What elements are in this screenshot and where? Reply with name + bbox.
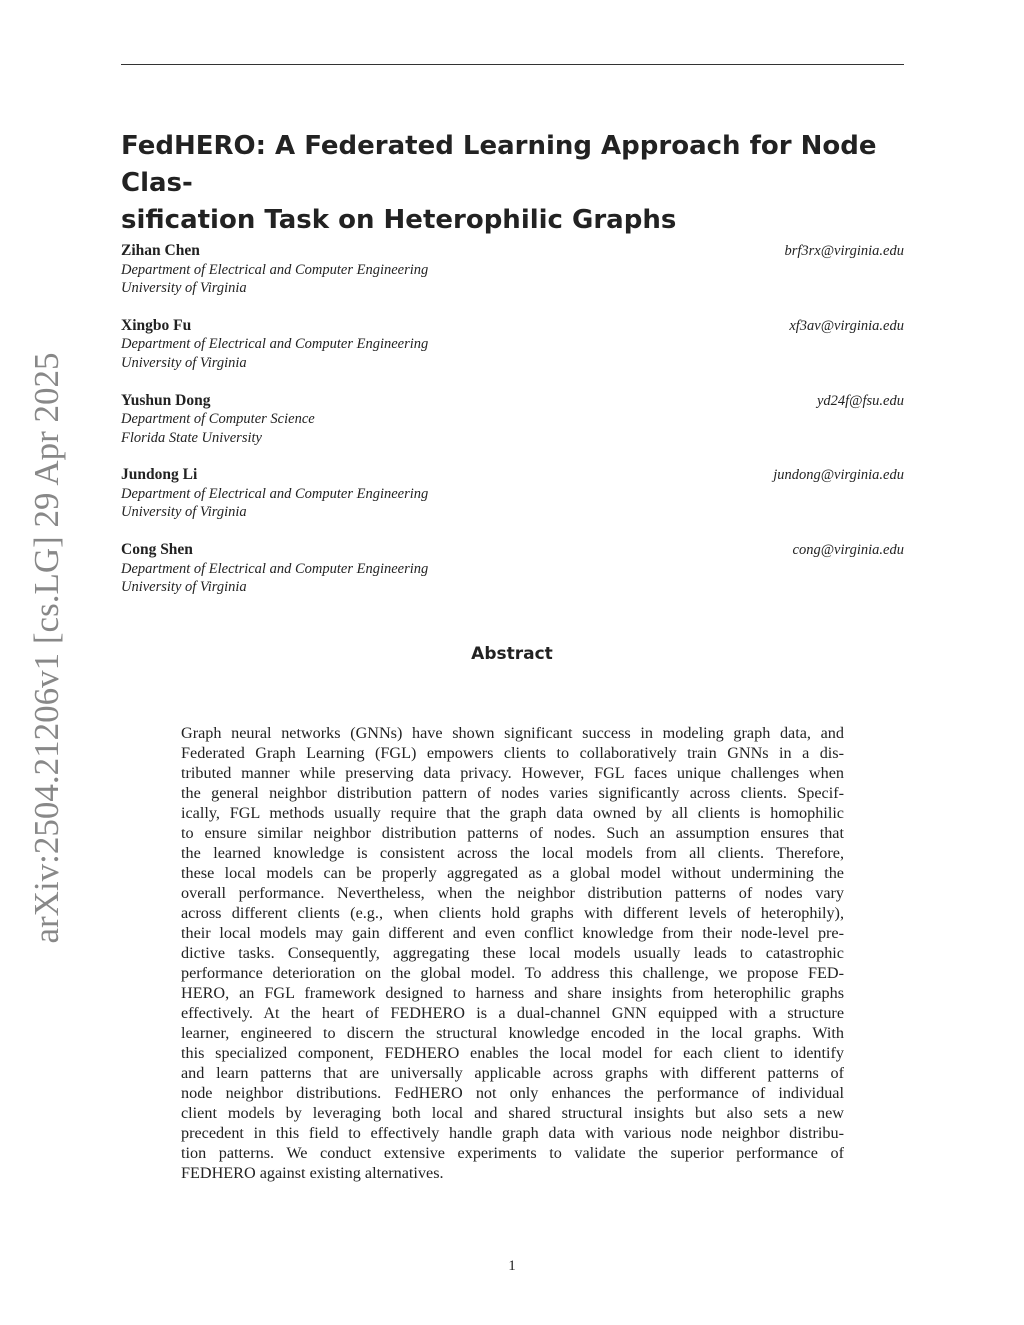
paper-title: [121, 128, 911, 239]
arxiv-stamp: arXiv:2504.21206v1 [cs.LG] 29 Apr 2025: [27, 352, 66, 944]
author-name: Yushun Dong: [121, 391, 211, 409]
author-email: xf3av@virginia.edu: [789, 317, 904, 334]
page-number: 1: [508, 1258, 516, 1274]
abstract-line: across different clients (e.g., when clients hold graphs with different levels of heterophily),: [181, 904, 844, 922]
abstract-line: their local models may gain different and even conflict knowledge from their node-level pre-: [181, 924, 844, 942]
abstract-line: learner, engineered to discern the structural knowledge encoded in the local graphs. With: [181, 1024, 844, 1042]
abstract-line: dictive tasks. Consequently, aggregating these local models usually leads to catastrophic: [181, 944, 844, 962]
abstract-line: node neighbor distributions. FedHERO not only enhances the performance of individual: [181, 1084, 844, 1102]
author-name: Cong Shen: [121, 541, 193, 559]
author-univ: Florida State University: [121, 429, 262, 446]
abstract-line: tion patterns. We conduct extensive experiments to validate the superior performance of: [181, 1144, 844, 1162]
author-email: cong@virginia.edu: [792, 542, 904, 559]
abstract-body: [181, 723, 844, 1183]
abstract-line: to ensure similar neighbor distribution patterns of nodes. Such an assumption ensures that: [181, 824, 844, 842]
author-dept: Department of Electrical and Computer Engineering: [121, 261, 429, 278]
abstract-line: client models by leveraging both local and shared structural insights but also sets a new: [181, 1104, 844, 1122]
abstract-line: FEDHERO against existing alternatives.: [181, 1164, 444, 1182]
abstract-line: ically, FGL methods usually require that the graph data owned by all clients is homophilic: [181, 804, 844, 822]
abstract-line: this specialized component, FEDHERO enables the local model for each client to identify: [181, 1044, 844, 1062]
title-line: sification Task on Heterophilic Graphs: [121, 205, 677, 235]
author-dept: Department of Electrical and Computer Engineering: [121, 560, 429, 577]
abstract-line: tributed manner while preserving data privacy. However, FGL faces unique challenges when: [181, 764, 844, 782]
author-email: brf3rx@virginia.edu: [784, 243, 904, 259]
abstract-line: the general neighbor distribution pattern of nodes varies significantly across clients. Specif-: [181, 784, 844, 802]
author-name: Jundong Li: [121, 466, 198, 484]
author-name: Xingbo Fu: [121, 316, 192, 334]
author-name: Zihan Chen: [121, 242, 200, 259]
top-rule: [121, 64, 904, 65]
author-dept: Department of Electrical and Computer Engineering: [121, 485, 429, 502]
author-email: yd24f@fsu.edu: [816, 392, 904, 409]
author-dept: Department of Electrical and Computer Engineering: [121, 336, 429, 353]
author-block: [121, 317, 904, 373]
author-email: jundong@virginia.edu: [773, 467, 904, 484]
abstract-line: precedent in this field to effectively handle graph data with various node neighbor distribu-: [181, 1124, 844, 1142]
author-univ: University of Virginia: [121, 579, 247, 596]
abstract-line: overall performance. Nevertheless, when the neighbor distribution patterns of nodes vary: [181, 884, 844, 902]
abstract-line: the learned knowledge is consistent across the local models from all clients. Therefore,: [181, 844, 844, 862]
abstract-line: HERO, an FGL framework designed to harness and share insights from heterophilic graphs: [181, 984, 844, 1002]
abstract-line: and learn patterns that are universally applicable across graphs with different patterns of: [181, 1064, 844, 1082]
title-line: FedHERO: A Federated Learning Approach for Node Clas-: [121, 131, 877, 198]
abstract-line: Federated Graph Learning (FGL) empowers clients to collaboratively train GNNs in a dis-: [181, 744, 844, 762]
abstract-heading: Abstract: [471, 644, 553, 664]
author-block: [121, 242, 904, 298]
abstract-line: performance deterioration on the global model. To address this challenge, we propose FED-: [181, 964, 844, 982]
author-dept: Department of Computer Science: [121, 411, 315, 428]
abstract-line: effectively. At the heart of FEDHERO is a dual-channel GNN equipped with a structure: [181, 1004, 844, 1022]
author-block: [121, 541, 904, 597]
author-block: [121, 392, 904, 448]
author-block: [121, 466, 904, 522]
author-univ: University of Virginia: [121, 280, 247, 296]
abstract-line: these local models can be properly aggregated as a global model without undermining the: [181, 864, 844, 882]
author-univ: University of Virginia: [121, 354, 247, 371]
author-univ: University of Virginia: [121, 504, 247, 521]
abstract-line: Graph neural networks (GNNs) have shown significant success in modeling graph data, and: [181, 724, 844, 742]
